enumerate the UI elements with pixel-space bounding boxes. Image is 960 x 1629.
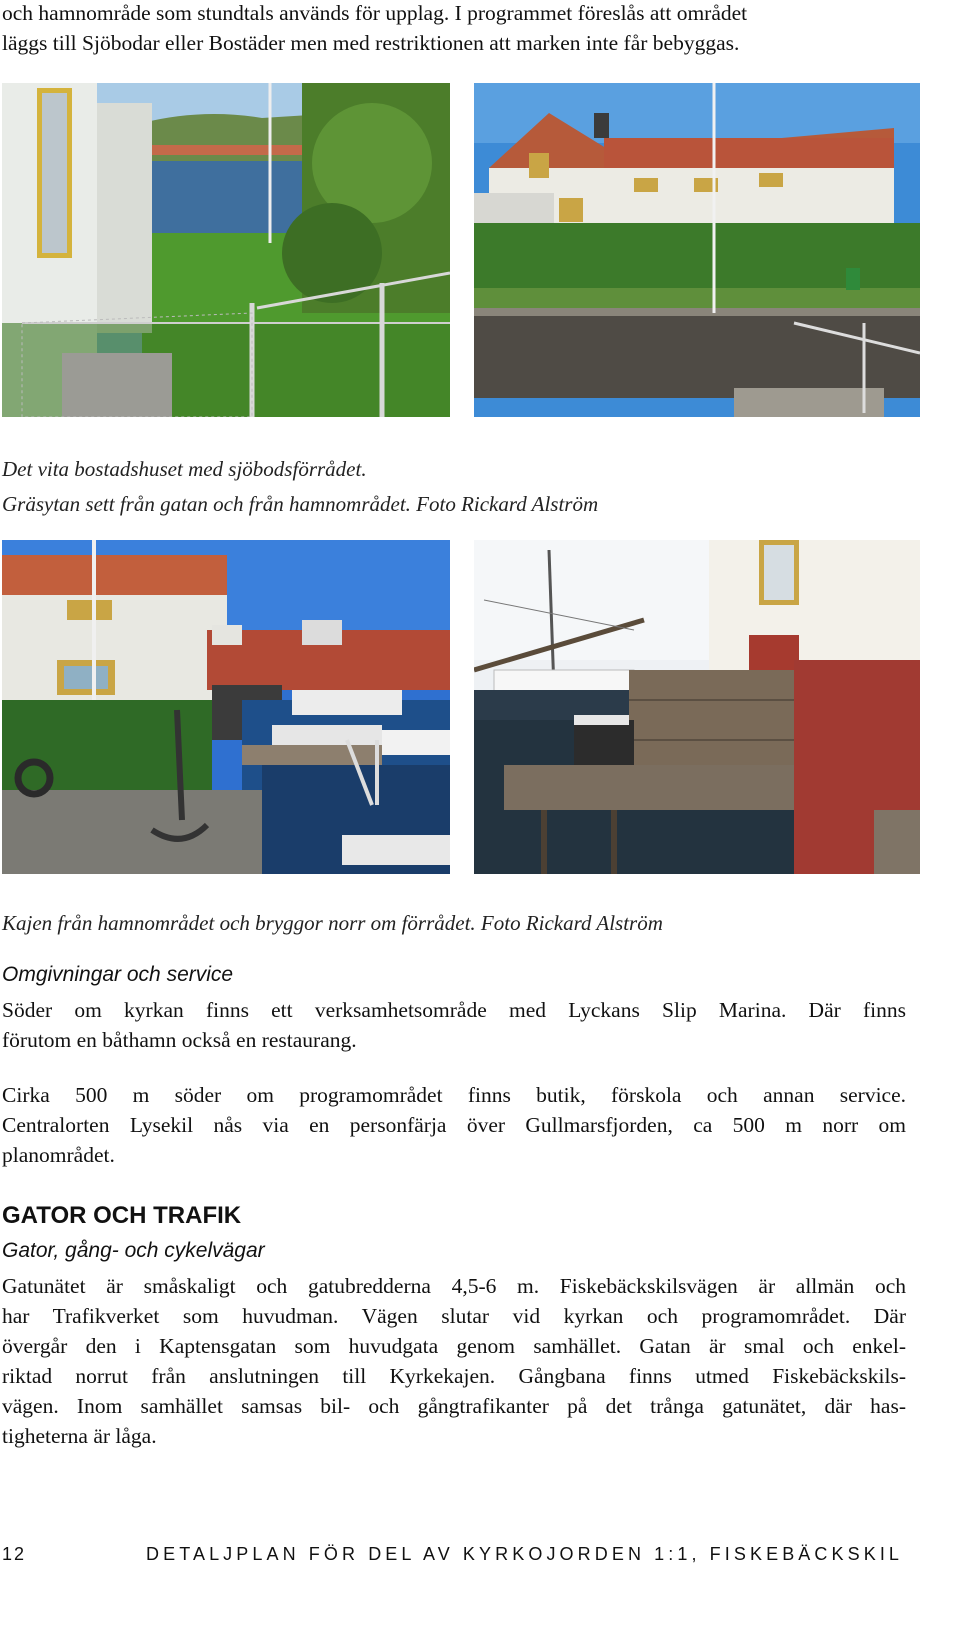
paragraph-line: vägen. Inom samhället samsas bil- och gångtrafikanter på det trånga gatunätet, där has- — [2, 1394, 906, 1418]
paragraph-line: tigheterna är låga. — [2, 1424, 157, 1448]
intro-line: och hamnområde som stundtals används för upplag. I programmet föreslås att området — [2, 1, 748, 25]
paragraph-line: Centralorten Lysekil nås via en personfärja över Gullmarsfjorden, ca 500 m norr om — [2, 1113, 906, 1137]
paragraph-line: övergår den i Kaptensgatan som huvudgata genom samhället. Gatan är smal och enkel- — [2, 1334, 906, 1358]
paragraph-line: Cirka 500 m söder om programområdet finns butik, förskola och annan service. — [2, 1083, 906, 1107]
jetties-north-illustration — [474, 540, 920, 874]
caption-photos-bottom: Kajen från hamnområdet och bryggor norr om förrådet. Foto Rickard Alström — [2, 911, 663, 935]
section-heading-gator: GATOR OCH TRAFIK — [2, 1202, 242, 1229]
quay-harbour-illustration — [2, 540, 450, 874]
paragraph-line: förutom en båthamn också en restaurang. — [2, 1028, 357, 1052]
intro-line: läggs till Sjöbodar eller Bostäder men med restriktionen att marken inte får bebyggas. — [2, 31, 740, 55]
white-house-illustration — [474, 83, 920, 417]
photo-garden-harbour — [2, 83, 450, 417]
footer-document-title: DETALJPLAN FÖR DEL AV KYRKOJORDEN 1:1, FISKEBÄCKSKIL — [146, 1544, 904, 1564]
photo-jetties-north — [474, 540, 920, 874]
subheading-gator-gang-cykel: Gator, gång- och cykelvägar — [2, 1239, 265, 1262]
section-heading-omgivningar: Omgivningar och service — [2, 963, 234, 986]
photo-quay-harbour — [2, 540, 450, 874]
paragraph-line: riktad norrut från anslutningen till Kyrkekajen. Gångbana finns utmed Fiskebäckskils- — [2, 1364, 906, 1388]
caption-line: Det vita bostadshuset med sjöbodsförrådet. — [2, 457, 367, 481]
photo-white-house — [474, 83, 920, 417]
garden-harbour-illustration — [2, 83, 450, 417]
page-number: 12 — [2, 1544, 27, 1564]
intro-paragraph — [2, 0, 942, 58]
paragraph-line: Gatunätet är småskaligt och gatubredderna 4,5-6 m. Fiskebäckskilsvägen är allmän och — [2, 1274, 906, 1298]
paragraph-gatunatet — [2, 1271, 906, 1451]
caption-line: Gräsytan sett från gatan och från hamnområdet. Foto Rickard Alström — [2, 492, 599, 516]
paragraph-line: planområdet. — [2, 1143, 115, 1167]
caption-photos-top — [2, 452, 942, 522]
paragraph-line: Söder om kyrkan finns ett verksamhetsområde med Lyckans Slip Marina. Där finns — [2, 998, 906, 1022]
paragraph-marina — [2, 995, 906, 1055]
paragraph-line: har Trafikverket som huvudman. Vägen slutar vid kyrkan och programområdet. Där — [2, 1304, 906, 1328]
paragraph-service — [2, 1080, 906, 1170]
